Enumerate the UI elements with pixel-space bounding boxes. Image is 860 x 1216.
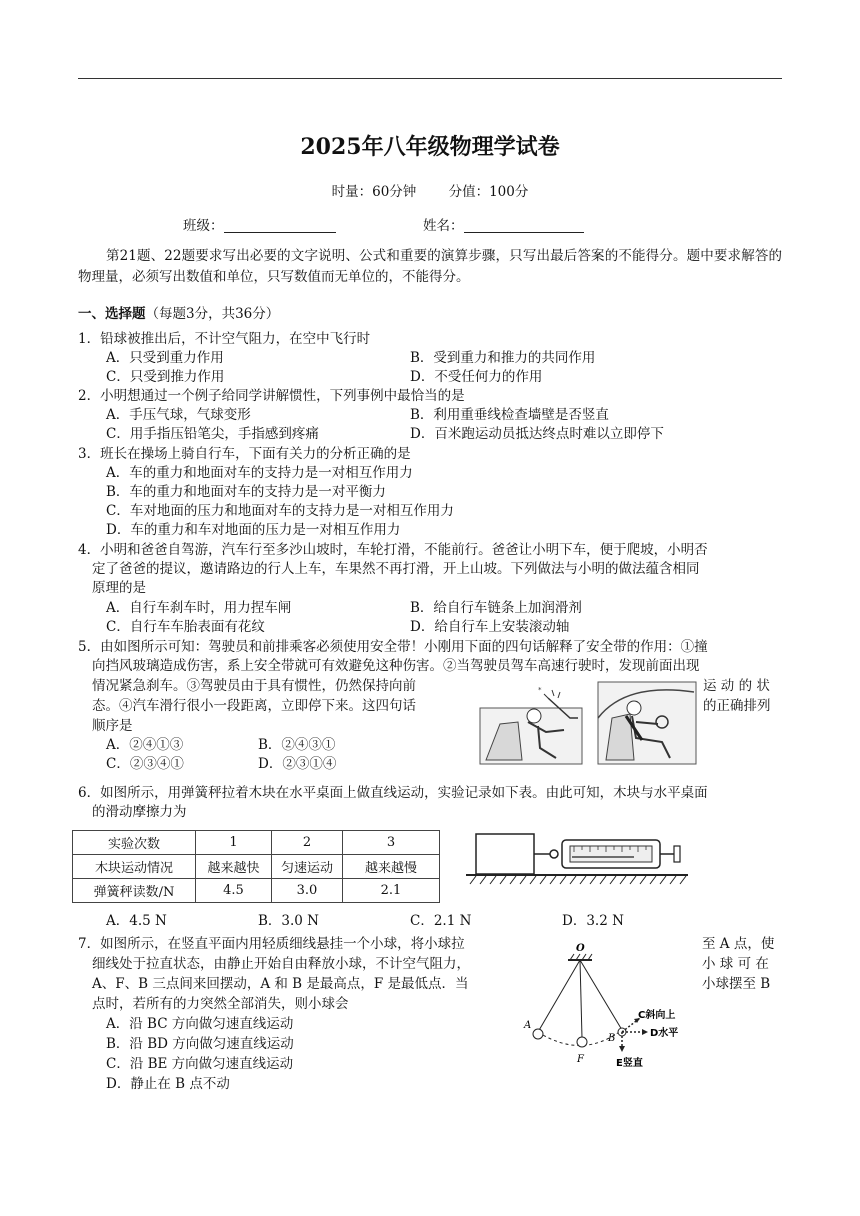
q7-line1b: 至 A 点，使	[702, 936, 775, 952]
table-row	[73, 879, 440, 903]
q5-line4b: 的正确排列	[703, 698, 771, 714]
q5-line3a: 情况紧急刹车。③驾驶员由于具有惯性，仍然保持向前	[92, 678, 416, 694]
q6-line2: 的滑动摩擦力为	[92, 804, 187, 820]
exam-score: 分值：100分	[448, 184, 529, 200]
q5-option-d[interactable]: D．②③①④	[258, 756, 337, 772]
belted-driver-illustration	[598, 682, 696, 764]
table-cell: 实验次数	[73, 831, 196, 855]
q4-stem-line3: 原理的是	[92, 580, 146, 596]
section-note: （每题3分，共36分）	[145, 306, 280, 322]
table-cell: 2	[272, 831, 343, 855]
exam-time: 时量：60分钟	[331, 184, 417, 200]
q2-option-d[interactable]: D．百米跑运动员抵达终点时难以立即停下	[410, 426, 664, 442]
section-title: 一、选择题	[78, 306, 146, 322]
label-f: F	[577, 1054, 584, 1065]
q4-option-d[interactable]: D．给自行车上安装滚动轴	[410, 619, 570, 635]
q3-option-a[interactable]: A．车的重力和地面对车的支持力是一对相互作用力	[106, 465, 413, 481]
q6-data-table	[72, 830, 440, 903]
section-heading	[78, 302, 279, 322]
name-label: 姓名：	[423, 218, 464, 234]
spring-scale	[562, 840, 680, 868]
q1-stem: 1．铅球被推出后，不计空气阻力，在空中飞行时	[78, 331, 371, 347]
table-cell: 3.0	[272, 879, 343, 903]
name-field[interactable]	[423, 214, 584, 234]
q7-option-a[interactable]: A．沿 BC 方向做匀速直线运动	[106, 1016, 294, 1032]
q7-line2b: 小 球 可 在	[702, 956, 769, 972]
q6-option-c[interactable]: C．2.1 N	[410, 913, 472, 929]
q7-line3a: A、F、B 三点间来回摆动，A 和 B 是最高点，F 是最低点．当	[92, 976, 469, 992]
table-cell: 匀速运动	[272, 855, 343, 879]
q2-option-b[interactable]: B．利用重垂线检查墙壁是否竖直	[410, 407, 609, 423]
q2-option-c[interactable]: C．用手指压铅笔尖，手指感到疼痛	[106, 426, 319, 442]
q7-option-c[interactable]: C．沿 BE 方向做匀速直线运动	[106, 1056, 294, 1072]
q7-option-b[interactable]: B．沿 BD 方向做匀速直线运动	[106, 1036, 294, 1052]
table-cell: 弹簧秤读数/N	[73, 879, 196, 903]
q5-option-a[interactable]: A．②④①③	[106, 737, 184, 753]
table-row	[73, 831, 440, 855]
q1-option-d[interactable]: D．不受任何力的作用	[410, 369, 543, 385]
q7-line2a: 细线处于拉直状态，由静止开始自由释放小球，不计空气阻力，	[92, 956, 470, 972]
q3-option-b[interactable]: B．车的重力和地面对车的支持力是一对平衡力	[106, 484, 386, 500]
page-title: 2025年八年级物理学试卷	[300, 134, 560, 160]
q7-option-d[interactable]: D．静止在 B 点不动	[106, 1076, 230, 1092]
q7-line4: 点时，若所有的力突然全部消失，则小球会	[92, 996, 349, 1012]
q6-line1: 6．如图所示，用弹簧秤拉着木块在水平桌面上做直线运动，实验记录如下表。由此可知，木块与水平桌面	[78, 785, 708, 801]
table-row	[73, 855, 440, 879]
q1-option-b[interactable]: B．受到重力和推力的共同作用	[410, 350, 596, 366]
q3-option-c[interactable]: C．车对地面的压力和地面对车的支持力是一对相互作用力	[106, 503, 454, 519]
q5-line5: 顺序是	[92, 718, 133, 734]
q3-stem: 3．班长在操场上骑自行车，下面有关力的分析正确的是	[78, 446, 411, 462]
q2-option-a[interactable]: A．手压气球，气球变形	[106, 407, 251, 423]
label-c: C斜向上	[638, 1010, 676, 1021]
exam-meta	[0, 180, 860, 200]
q4-option-b[interactable]: B．给自行车链条上加润滑剂	[410, 600, 582, 616]
table-cell: 1	[196, 831, 272, 855]
q5-line4a: 态。④汽车滑行很小一段距离，立即停下来。这四句话	[92, 698, 416, 714]
q1-option-c[interactable]: C．只受到推力作用	[106, 369, 225, 385]
table-cell: 木块运动情况	[73, 855, 196, 879]
q5-seatbelt-figure	[478, 678, 698, 768]
q4-option-c[interactable]: C．自行车车胎表面有花纹	[106, 619, 265, 635]
class-blank[interactable]	[224, 218, 336, 233]
q2-stem: 2．小明想通过一个例子给同学讲解惯性，下列事例中最恰当的是	[78, 388, 465, 404]
q5-option-b[interactable]: B．②④③①	[258, 737, 336, 753]
table-hatching	[470, 876, 686, 884]
q4-stem-line1: 4．小明和爸爸自驾游，汽车行至多沙山坡时，车轮打滑，不能前行。爸爸让小明下车，便于爬坡，小明否	[78, 542, 708, 558]
q5-line1: 5．由如图所示可知：驾驶员和前排乘客必须使用安全带！小刚用下面的四句话解释了安全带的作用：①撞	[78, 639, 708, 655]
table-cell: 越来越慢	[343, 855, 440, 879]
class-label: 班级：	[183, 218, 224, 234]
label-d: D水平	[650, 1028, 679, 1039]
table-cell: 3	[343, 831, 440, 855]
label-a: A	[524, 1020, 532, 1031]
q5-option-c[interactable]: C．②③④①	[106, 756, 184, 772]
name-blank[interactable]	[464, 218, 584, 233]
top-rule	[78, 78, 782, 79]
table-cell: 4.5	[196, 879, 272, 903]
wooden-block	[476, 834, 534, 874]
q7-line1a: 7．如图所示，在竖直平面内用轻质细线悬挂一个小球，将小球拉	[78, 936, 465, 952]
table-cell: 2.1	[343, 879, 440, 903]
q6-option-d[interactable]: D．3.2 N	[562, 913, 624, 929]
label-e: E竖直	[616, 1058, 643, 1069]
q7-pendulum-figure	[516, 938, 696, 1072]
class-field[interactable]	[183, 214, 336, 234]
instructions: 第21题、22题要求写出必要的文字说明、公式和重要的演算步骤，只写出最后答案的不能得分。题中要求解答的物理量，必须写出数值和单位，只写数值而无单位的，不能得分。	[78, 248, 782, 285]
unbelted-crash-illustration	[480, 686, 582, 764]
q4-stem-line2: 定了爸爸的提议，邀请路边的行人上车，车果然不再打滑，开上山坡。下列做法与小明的做法蕴含相同	[92, 561, 700, 577]
label-o: O	[576, 943, 585, 954]
q6-option-a[interactable]: A．4.5 N	[106, 913, 167, 929]
ball-a	[533, 1029, 543, 1039]
q7-line3b: 小球摆至 B	[702, 976, 771, 992]
q3-option-d[interactable]: D．车的重力和车对地面的压力是一对相互作用力	[106, 522, 401, 538]
q1-option-a[interactable]: A．只受到重力作用	[106, 350, 224, 366]
label-b: B	[608, 1033, 616, 1044]
ball-f	[577, 1037, 587, 1047]
q4-option-a[interactable]: A．自行车刹车时，用力捏车闸	[106, 600, 292, 616]
q5-line3b: 运 动 的 状	[703, 678, 770, 694]
q6-spring-scale-figure	[462, 826, 694, 888]
q5-line2: 向挡风玻璃造成伤害，系上安全带就可有效避免这种伤害。②当驾驶员驾车高速行驶时，发现前面出现	[92, 658, 700, 674]
table-cell: 越来越快	[196, 855, 272, 879]
svg-text:*: *	[538, 686, 542, 694]
q6-option-b[interactable]: B．3.0 N	[258, 913, 319, 929]
